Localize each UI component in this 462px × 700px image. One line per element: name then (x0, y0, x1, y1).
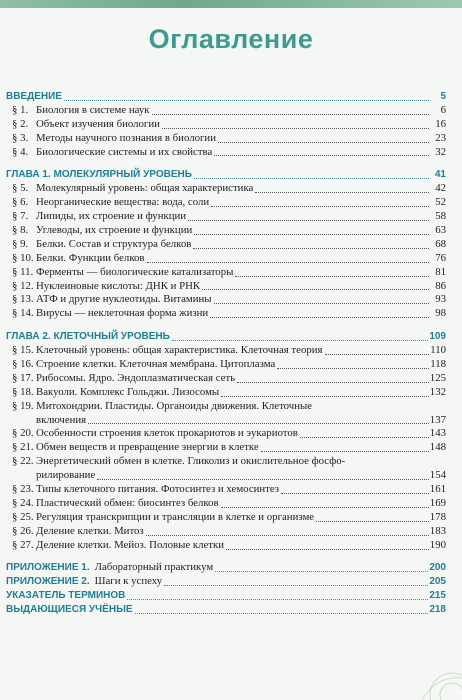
section-number: § 8. (12, 224, 29, 236)
chapter-title: ГЛАВА 2. КЛЕТОЧНЫЙ УРОВЕНЬ (6, 331, 170, 343)
section-title: Энергетический обмен в клетке. Гликолиз и окислительное фосфо- (36, 455, 346, 468)
section-number: § 24. (12, 496, 34, 509)
leader-dots (226, 548, 429, 550)
page-number: 76 (435, 251, 446, 264)
leader-dots (325, 353, 430, 355)
section-number: § 18. (12, 385, 34, 398)
toc-section-row[interactable] (6, 280, 446, 294)
section-title: Неорганические вещества: вода, соли (36, 196, 210, 209)
section-title: Деление клетки. Мейоз. Половые клетки (36, 538, 225, 551)
page-number: 32 (435, 145, 446, 158)
section-title-continued: рилирование (36, 469, 96, 482)
leader-dots (164, 584, 428, 586)
toc-section-row[interactable] (6, 210, 446, 224)
toc-heading-row[interactable] (6, 168, 446, 182)
section-number: § 23. (12, 483, 34, 496)
toc-heading-row[interactable] (6, 90, 446, 104)
page-number: 86 (435, 279, 446, 292)
section-number: § 14. (12, 307, 34, 320)
section-title: Биология в системе наук (36, 103, 150, 116)
section-number: § 11. (12, 265, 34, 278)
section-title: Обмен веществ и превращение энергии в клетке (36, 441, 259, 454)
toc-section-row[interactable] (6, 146, 446, 160)
section-title: Регуляция транскрипции и трансляции в клетке и организме (36, 510, 315, 523)
page-number: 41 (434, 169, 446, 181)
leader-dots (214, 154, 429, 156)
section-number: § 2. (12, 117, 29, 130)
leader-dots (215, 570, 428, 572)
toc-section-row[interactable] (6, 455, 446, 469)
leader-dots (64, 99, 429, 101)
section-title: Вакуоли. Комплекс Гольджи. Лизосомы (36, 385, 220, 398)
section-title: Биологические системы и их свойства (36, 145, 213, 158)
leader-dots (255, 191, 429, 193)
page-number: 98 (435, 307, 446, 320)
leader-dots (261, 450, 429, 452)
section-title: Углеводы, их строение и функции (36, 224, 193, 236)
section-number: § 3. (12, 131, 29, 144)
leader-dots (281, 492, 429, 494)
leader-dots (147, 261, 429, 263)
toc-section-row[interactable] (6, 104, 446, 118)
toc-section-row[interactable] (6, 386, 446, 400)
chapter-title: ВВЕДЕНИЕ (6, 90, 62, 102)
page-number: 81 (435, 265, 446, 278)
page-number: 63 (435, 224, 446, 236)
page-number: 137 (429, 413, 446, 426)
page-number: 205 (429, 576, 446, 588)
page-title: Оглавление (148, 24, 314, 54)
section-number: § 21. (12, 441, 34, 454)
page-number: 218 (429, 604, 446, 616)
section-number: § 9. (12, 237, 29, 250)
page-number: 110 (430, 344, 446, 357)
leader-dots (162, 127, 429, 129)
page-number: 215 (429, 590, 446, 602)
leader-dots (194, 233, 429, 235)
leader-dots (135, 612, 429, 614)
page-number: 118 (430, 358, 446, 371)
page-number: 23 (435, 131, 446, 144)
section-title: Объект изучения биологии (36, 117, 160, 130)
page-number: 183 (429, 524, 446, 537)
section-number: § 5. (12, 182, 29, 195)
chapter-title: ВЫДАЮЩИЕСЯ УЧЁНЫЕ (6, 604, 133, 616)
leader-dots (193, 247, 429, 249)
page-number: 169 (429, 496, 446, 509)
chapter-title: ГЛАВА 1. МОЛЕКУЛЯРНЫЙ УРОВЕНЬ (6, 169, 192, 181)
leader-dots (211, 205, 429, 207)
leader-dots (210, 316, 429, 318)
section-number: § 10. (12, 251, 34, 264)
leader-dots (214, 302, 429, 304)
section-number: § 17. (12, 371, 34, 384)
section-number: § 22. (12, 455, 34, 468)
leader-dots (152, 113, 429, 115)
top-decor-band (0, 0, 462, 8)
section-title-continued: включения (36, 413, 87, 426)
section-number: § 6. (12, 196, 29, 209)
appendix-title: Шаги к успеху (94, 575, 163, 588)
page-number: 161 (429, 483, 446, 496)
page-number: 148 (429, 441, 446, 454)
section-number: § 4. (12, 145, 29, 158)
section-title: Методы научного познания в биологии (36, 131, 216, 144)
section-title: Вирусы — неклеточная форма жизни (36, 307, 209, 320)
toc-section-row[interactable] (6, 372, 446, 386)
section-number: § 26. (12, 524, 34, 537)
leader-dots (194, 177, 429, 179)
section-title: Рибосомы. Ядро. Эндоплазматическая сеть (36, 371, 236, 384)
toc-section-row[interactable] (6, 539, 446, 553)
section-number: § 15. (12, 344, 34, 357)
page-number: 68 (435, 237, 446, 250)
toc-section-row[interactable] (6, 511, 446, 525)
toc-section-row[interactable] (6, 196, 446, 210)
leader-dots (97, 478, 429, 480)
appendix-title: Лабораторный практикум (94, 561, 214, 574)
appendix-label: ПРИЛОЖЕНИЕ 1. (6, 562, 90, 574)
toc-section-row[interactable] (6, 497, 446, 511)
toc-heading-row[interactable] (6, 562, 446, 576)
table-of-contents (6, 90, 446, 617)
section-title: Молекулярный уровень: общая характеристика (36, 182, 254, 195)
leader-dots (202, 288, 429, 290)
toc-section-row[interactable] (6, 266, 446, 280)
page-number: 190 (429, 538, 446, 551)
toc-section-row[interactable] (6, 427, 446, 441)
toc-section-row[interactable] (6, 344, 446, 358)
section-title: Пластический обмен: биосинтез белков (36, 496, 219, 509)
section-number: § 1. (12, 103, 29, 116)
leader-dots (235, 275, 429, 277)
leader-dots (221, 395, 429, 397)
section-number: § 12. (12, 279, 34, 292)
leader-dots (88, 422, 429, 424)
section-number: § 7. (12, 210, 29, 223)
section-title: Нуклеиновые кислоты: ДНК и РНК (36, 279, 201, 292)
appendix-label: ПРИЛОЖЕНИЕ 2. (6, 576, 90, 588)
section-number: § 13. (12, 293, 34, 306)
toc-section-row[interactable] (6, 400, 446, 414)
leader-dots (277, 367, 429, 369)
toc-section-row[interactable] (6, 224, 446, 238)
section-title: Деление клетки. Митоз (36, 524, 144, 537)
section-number: § 25. (12, 510, 34, 523)
leader-dots (300, 436, 429, 438)
chapter-title: УКАЗАТЕЛЬ ТЕРМИНОВ (6, 590, 126, 602)
section-title: Особенности строения клеток прокариотов и эукариотов (36, 427, 298, 440)
page-number: 42 (435, 182, 446, 195)
section-title: Строение клетки. Клеточная мембрана. Цитоплазма (36, 358, 276, 371)
toc-section-row[interactable] (6, 483, 446, 497)
leader-dots (316, 520, 429, 522)
page-number: 52 (435, 196, 446, 209)
corner-decoration (392, 640, 462, 700)
toc-section-row[interactable] (6, 307, 446, 321)
page-number: 200 (429, 562, 446, 574)
section-number: § 19. (12, 399, 34, 412)
toc-section-row[interactable] (6, 132, 446, 146)
page-number: 125 (429, 371, 446, 384)
toc-section-row[interactable] (6, 293, 446, 307)
toc-section-row[interactable] (6, 525, 446, 539)
page-number: 6 (440, 103, 446, 116)
leader-dots (146, 534, 429, 536)
page-number: 154 (429, 469, 446, 482)
toc-section-row[interactable] (6, 238, 446, 252)
page-number: 16 (435, 117, 446, 130)
toc-section-row[interactable] (6, 118, 446, 132)
page-number: 143 (429, 427, 446, 440)
page-number: 93 (435, 293, 446, 306)
section-number: § 27. (12, 538, 34, 551)
page-number: 58 (435, 210, 446, 223)
page-number: 178 (429, 510, 446, 523)
toc-section-row[interactable] (6, 182, 446, 196)
toc-heading-row[interactable] (6, 603, 446, 617)
leader-dots (127, 598, 428, 600)
toc-heading-row[interactable] (6, 575, 446, 589)
section-number: § 20. (12, 427, 34, 440)
leader-dots (218, 141, 429, 143)
toc-heading-row[interactable] (6, 589, 446, 603)
section-title: Клеточный уровень: общая характеристика. Клеточная теория (36, 344, 323, 357)
toc-section-continuation[interactable] (6, 414, 446, 428)
toc-section-continuation[interactable] (6, 469, 446, 483)
section-number: § 16. (12, 358, 34, 371)
leader-dots (221, 506, 429, 508)
section-title: Митохондрии. Пластиды. Органоиды движения. Клеточные (36, 399, 313, 412)
leader-dots (188, 219, 429, 221)
section-title: Типы клеточного питания. Фотосинтез и хемосинтез (36, 483, 280, 496)
section-title: Белки. Состав и структура белков (36, 237, 192, 250)
toc-section-row[interactable] (6, 358, 446, 372)
page-number: 109 (429, 331, 446, 343)
page-number: 5 (440, 90, 446, 102)
toc-section-row[interactable] (6, 252, 446, 266)
toc-section-row[interactable] (6, 441, 446, 455)
toc-heading-row[interactable] (6, 330, 446, 344)
leader-dots (237, 381, 429, 383)
leader-dots (172, 339, 429, 341)
section-title: Белки. Функции белков (36, 251, 145, 264)
page-number: 132 (429, 385, 446, 398)
section-title: Ферменты — биологические катализаторы (36, 265, 234, 278)
section-title: Липиды, их строение и функции (36, 210, 187, 223)
section-title: АТФ и другие нуклеотиды. Витамины (36, 293, 212, 306)
